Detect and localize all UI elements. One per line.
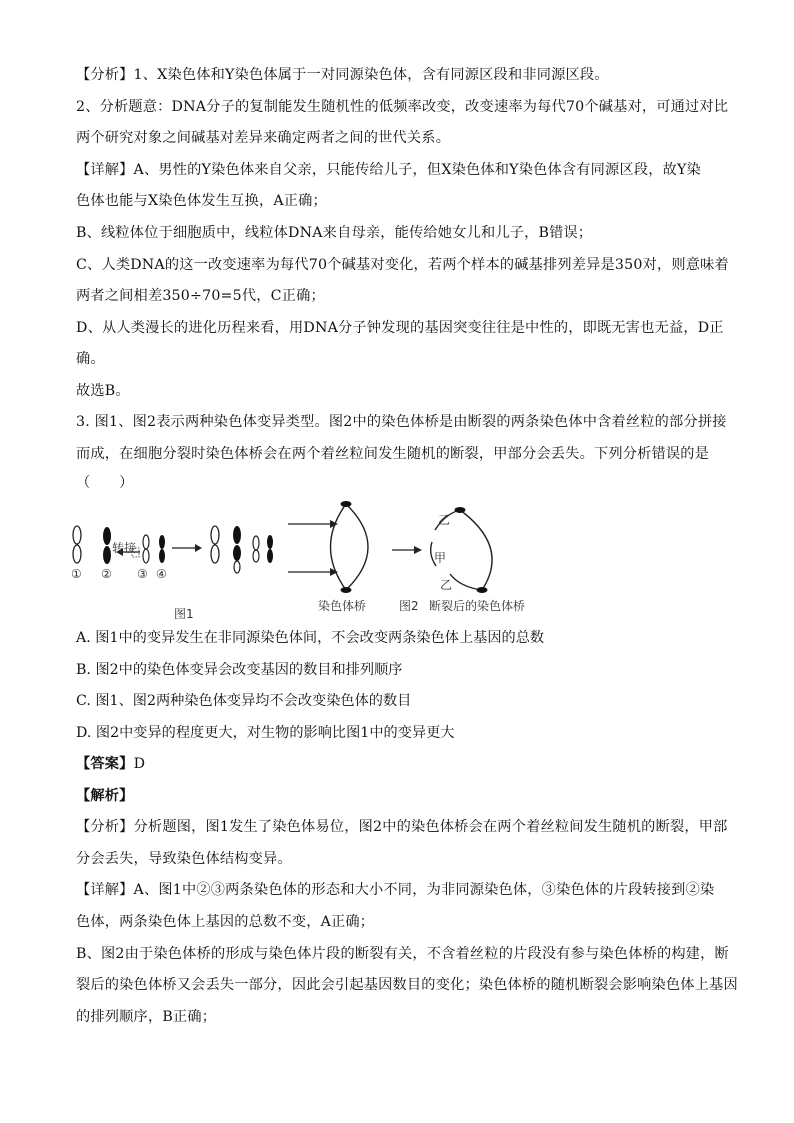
chromosome-1-after xyxy=(211,526,219,563)
text-line: 确。 xyxy=(76,351,105,367)
option-c: C. 图1、图2两种染色体变异均不会改变染色体的数目 xyxy=(76,693,412,709)
analysis-line: B、图2由于染色体桥的形成与染色体片段的断裂有关，不含着丝粒的片段没有参与染色体桥的构建，断 xyxy=(76,946,729,962)
chromosome-figure xyxy=(60,492,580,627)
text-line: 2、分析题意：DNA分子的复制能发生随机性的低频率改变，改变速率为每代70个碱基对，可通过对比 xyxy=(76,99,729,115)
text-line: B、线粒体位于细胞质中，线粒体DNA来自母亲，能传给她女儿和儿子，B错误； xyxy=(76,225,593,241)
broken-bridge-label: 断裂后的染色体桥 xyxy=(429,599,526,613)
question-blank: （ ） xyxy=(76,475,134,491)
analysis-line: 色体，两条染色体上基因的总数不变，A正确； xyxy=(76,914,375,930)
chromosome-2 xyxy=(103,527,111,564)
analysis-header: 【解析】 xyxy=(76,788,134,804)
option-b: B. 图2中的染色体变异会改变基因的数目和排列顺序 xyxy=(76,662,403,678)
figure-1-caption: 图1 xyxy=(174,607,194,621)
answer-value: D xyxy=(133,756,146,772)
option-a: A. 图1中的变异发生在非同源染色体间，不会改变两条染色体上基因的总数 xyxy=(76,630,545,646)
process-arrow xyxy=(172,544,202,552)
chromosome-2-after xyxy=(233,526,241,573)
text-line: 故选B。 xyxy=(76,383,130,399)
label-jia: 甲 xyxy=(434,551,447,565)
label-yi-bottom: 乙 xyxy=(440,578,453,592)
text-line: C、人类DNA的这一改变速率为每代70个碱基对变化，若两个样本的碱基排列差异是350对，则意味着 xyxy=(76,257,729,273)
chromosome-4 xyxy=(159,535,165,563)
label-chromosome-1: ① xyxy=(71,567,82,581)
label-chromosome-4: ④ xyxy=(156,567,167,581)
label-chromosome-2: ② xyxy=(101,567,112,581)
chromosome-3 xyxy=(143,535,149,563)
answer-line xyxy=(76,754,726,774)
chromosome-4-after xyxy=(267,535,273,563)
text-line: 【分析】1、X染色体和Y染色体属于一对同源染色体，含有同源区段和非同源区段。 xyxy=(76,67,609,83)
analysis-line: 的排列顺序，B正确； xyxy=(76,1009,217,1025)
analysis-line: 裂后的染色体桥又会丢失一部分，因此会引起基因数目的变化；染色体桥的随机断裂会影响染色体上基因 xyxy=(76,977,738,993)
figure-2-caption: 图2 xyxy=(399,599,419,613)
question-text: 3. 图1、图2表示两种染色体变异类型。图2中的染色体桥是由断裂的两条染色体中含着丝粒的部分拼接 xyxy=(76,414,727,430)
transfer-label: 转接 xyxy=(112,541,137,555)
transfer-arrow xyxy=(112,540,140,557)
text-line: D、从人类漫长的进化历程来看，用DNA分子钟发现的基因突变往往是中性的，即既无害也无益，D正 xyxy=(76,320,724,336)
text-line: 两个研究对象之间碱基对差异来确定两者之间的世代关系。 xyxy=(76,130,451,146)
analysis-line: 分会丢失，导致染色体结构变异。 xyxy=(76,851,292,867)
question-text: 而成，在细胞分裂时染色体桥会在两个着丝粒间发生随机的断裂，甲部分会丢失。下列分析错误的是 xyxy=(76,446,710,462)
answer-label: 【答案】 xyxy=(76,756,134,772)
chromosome-3-after xyxy=(253,536,259,562)
text-line: 【详解】A、男性的Y染色体来自父亲，只能传给儿子，但X染色体和Y染色体含有同源区段，故Y染 xyxy=(76,162,701,178)
analysis-line: 【分析】分析题图，图1发生了染色体易位，图2中的染色体桥会在两个着丝粒间发生随机的断裂，甲部 xyxy=(76,819,728,835)
bridge-label: 染色体桥 xyxy=(318,599,367,613)
text-line: 色体也能与X染色体发生互换，A正确； xyxy=(76,193,327,209)
text-line: 两者之间相差350÷70=5代，C正确； xyxy=(76,288,325,304)
chromosome-1 xyxy=(73,526,81,563)
label-chromosome-3: ③ xyxy=(137,567,148,581)
analysis-line: 【详解】A、图1中②③两条染色体的形态和大小不同，为非同源染色体，③染色体的片段转接到②染 xyxy=(76,882,715,898)
chromosome-bridge xyxy=(331,501,369,593)
label-yi-top: 乙 xyxy=(438,513,451,527)
option-d: D. 图2中变异的程度更大，对生物的影响比图1中的变异更大 xyxy=(76,725,455,741)
break-arrow xyxy=(392,546,422,554)
